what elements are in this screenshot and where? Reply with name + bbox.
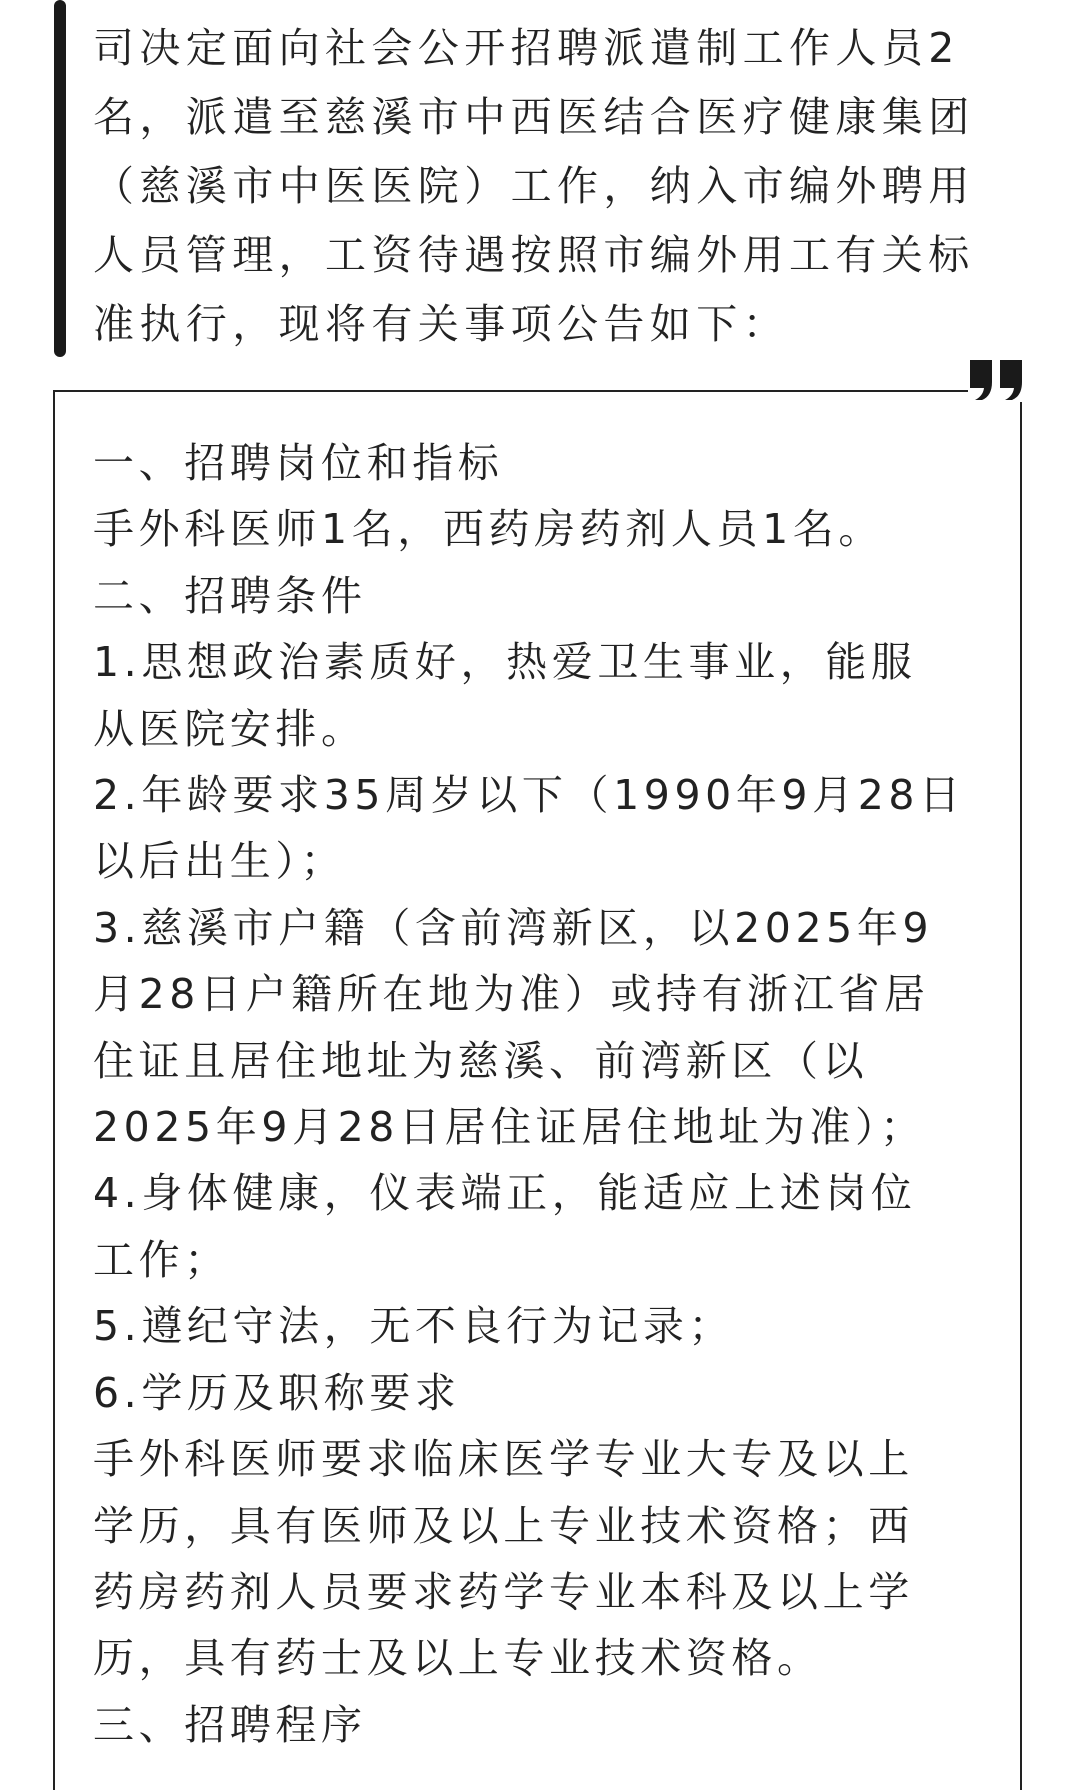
body-line: 4.身体健康，仪表端正，能适应上述岗位 — [93, 1169, 917, 1218]
intro-line: 准执行，现将有关事项公告如下： — [93, 300, 789, 348]
body-line: 学历，具有医师及以上专业技术资格；西 — [93, 1501, 914, 1550]
body-line: 从医院安排。 — [93, 704, 367, 753]
intro-line: 司决定面向社会公开招聘派遣制工作人员2 — [93, 24, 960, 72]
closing-quote-icon — [968, 356, 1026, 402]
body-line: 1.思想政治素质好，热爱卫生事业，能服 — [93, 638, 917, 687]
closing-quote-icon — [968, 356, 1026, 402]
blockquote-bar — [54, 0, 66, 357]
body-line: 3.慈溪市户籍（含前湾新区，以2025年9 — [93, 903, 934, 952]
section-heading-requirements: 二、招聘条件 — [93, 571, 367, 620]
body-line: 2.年龄要求35周岁以下（1990年9月28日 — [93, 771, 965, 820]
body-line: 历，具有药士及以上专业技术资格。 — [93, 1634, 823, 1683]
section-heading-positions: 一、招聘岗位和指标 — [93, 439, 504, 487]
intro-line: （慈溪市中医医院）工作，纳入市编外聘用 — [93, 162, 975, 210]
body-line: 2025年9月28日居住证居住地址为准）； — [93, 1103, 926, 1152]
section-heading-procedure: 三、招聘程序 — [93, 1700, 367, 1749]
intro-line: 人员管理，工资待遇按照市编外用工有关标 — [93, 231, 975, 279]
body-line: 工作； — [93, 1235, 230, 1284]
body-line: 手外科医师1名，西药房药剂人员1名。 — [93, 505, 884, 554]
body-line: 5.遵纪守法，无不良行为记录； — [93, 1302, 735, 1351]
body-line: 药房药剂人员要求药学专业本科及以上学 — [93, 1567, 914, 1616]
body-line: 月28日户籍所在地为准）或持有浙江省居 — [93, 970, 930, 1019]
body-line: 手外科医师要求临床医学专业大专及以上 — [93, 1435, 914, 1484]
intro-paragraph — [93, 14, 1033, 359]
announcement-body — [93, 430, 993, 1758]
body-line: 住证且居住地址为慈溪、前湾新区（以 — [93, 1036, 869, 1085]
intro-line: 名，派遣至慈溪市中西医结合医疗健康集团 — [93, 93, 975, 141]
body-line: 6.学历及职称要求 — [93, 1368, 461, 1417]
body-line: 以后出生）； — [93, 837, 347, 886]
